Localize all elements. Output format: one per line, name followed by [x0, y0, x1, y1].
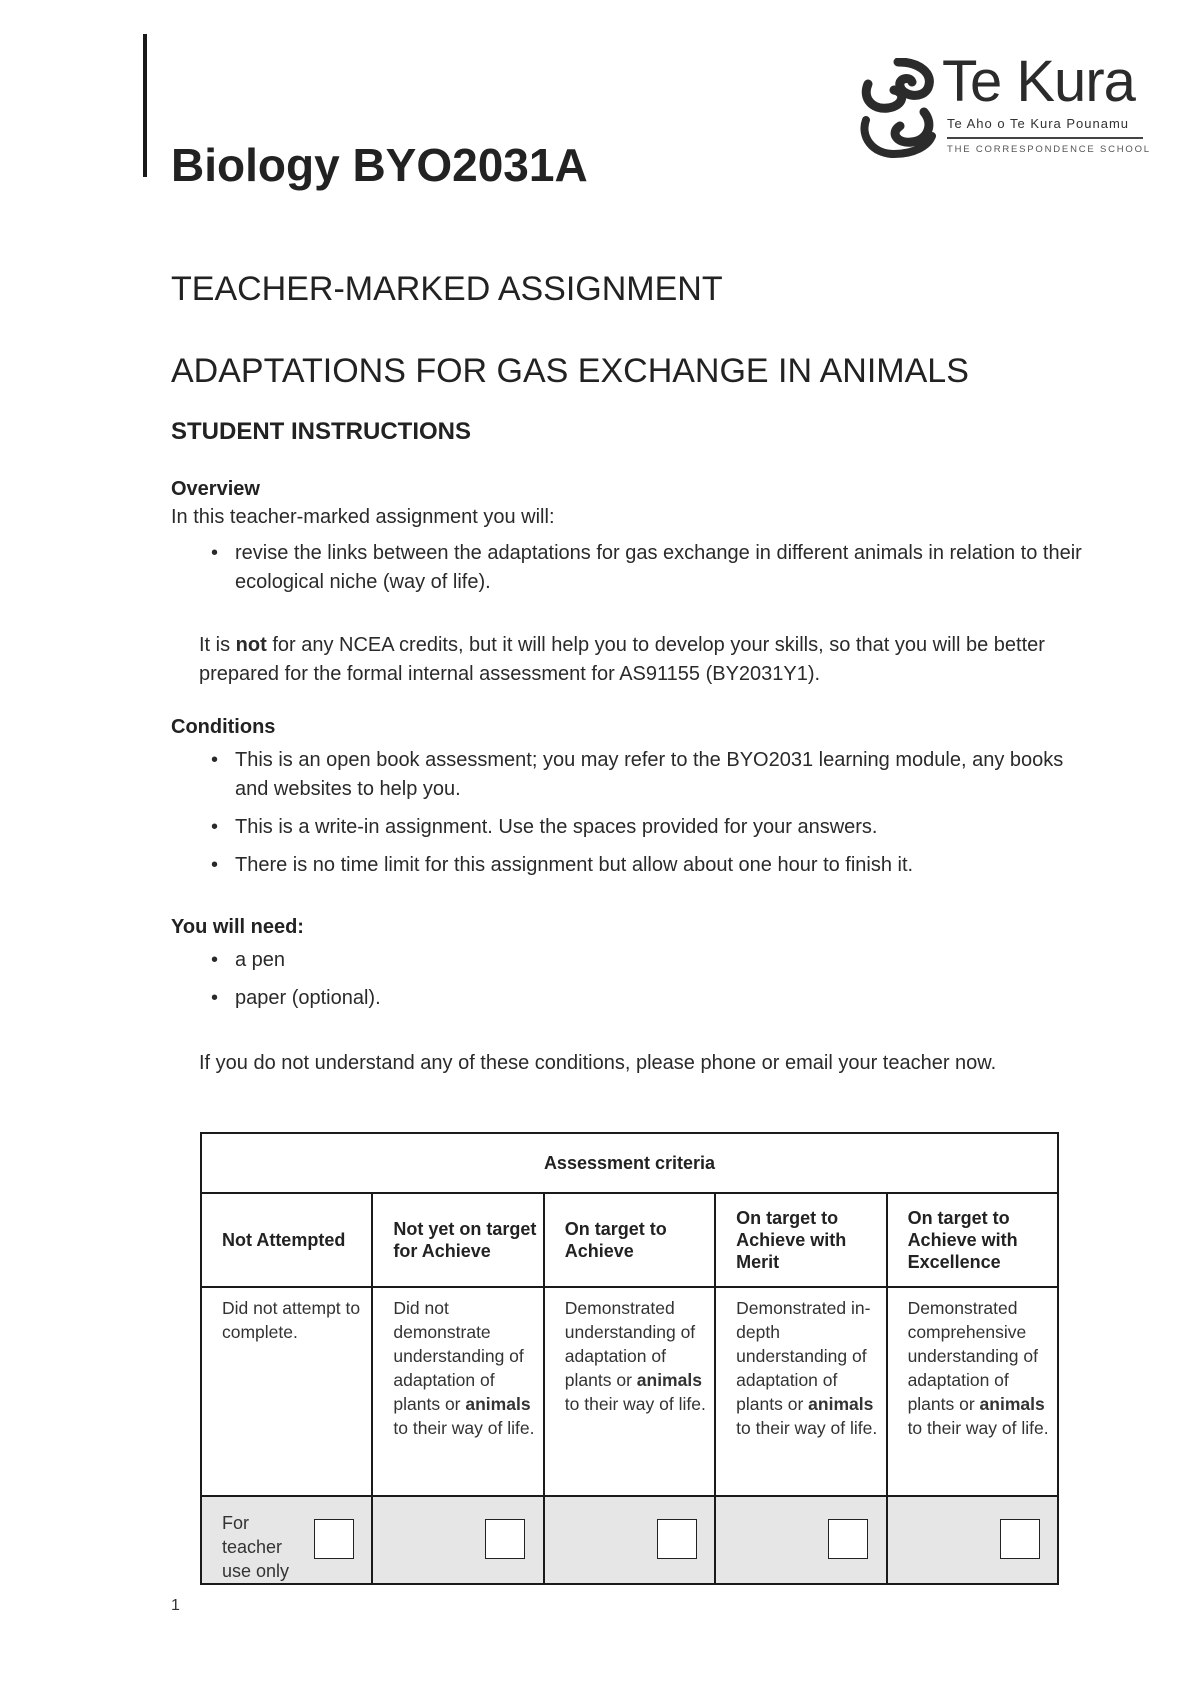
table-caption: Assessment criteria — [201, 1133, 1058, 1193]
criteria-text: to their way of life. — [907, 1418, 1049, 1438]
ncea-note-text: for any NCEA credits, but it will help you to develop your skills, so that you will be better prepared for the formal internal assessment for AS91155 (BY2031Y1). — [199, 634, 1045, 685]
contact-note: If you do not understand any of these conditions, please phone or email your teacher now. — [199, 1052, 997, 1074]
overview-list — [211, 539, 1091, 606]
page-number: 1 — [171, 1597, 180, 1614]
criteria-text: Demonstrated in-depth understanding of adaptation of plants or — [736, 1298, 871, 1414]
needs-list — [211, 946, 1091, 1022]
teacher-use-label: For teacher use only — [222, 1513, 290, 1581]
grade-checkbox[interactable] — [828, 1519, 868, 1559]
column-heading: On target to Achieve — [544, 1193, 715, 1287]
grade-checkbox[interactable] — [1000, 1519, 1040, 1559]
table-caption-row — [201, 1133, 1058, 1193]
criteria-description — [887, 1287, 1058, 1496]
criteria-keyword: animals — [979, 1394, 1045, 1414]
course-title: Biology BYO2031A — [171, 139, 588, 191]
conditions-list — [211, 746, 1091, 889]
koru-logo-icon — [858, 58, 938, 158]
table-header-row — [201, 1193, 1058, 1287]
criteria-description — [715, 1287, 886, 1496]
assignment-heading: TEACHER-MARKED ASSIGNMENT — [171, 270, 723, 308]
criteria-keyword: animals — [636, 1370, 702, 1390]
list-item: • This is a write-in assignment. Use the spaces provided for your answers. — [211, 813, 1091, 842]
assessment-criteria-table — [200, 1132, 1059, 1585]
topic-heading: ADAPTATIONS FOR GAS EXCHANGE IN ANIMALS — [171, 352, 969, 390]
teacher-use-cell — [887, 1496, 1058, 1584]
criteria-text: to their way of life. — [393, 1418, 535, 1438]
criteria-text: to their way of life. — [564, 1394, 706, 1414]
logo-subtitle: Te Aho o Te Kura Pounamu — [947, 116, 1130, 131]
column-heading: On target to Achieve with Excellence — [887, 1193, 1058, 1287]
teacher-use-cell — [544, 1496, 715, 1584]
column-heading: On target to Achieve with Merit — [715, 1193, 886, 1287]
criteria-text: Did not demonstrate understanding of adaptation of plants or — [393, 1298, 524, 1414]
te-kura-logo — [858, 49, 1151, 162]
teacher-use-cell — [715, 1496, 886, 1584]
ncea-note — [199, 631, 1079, 689]
teacher-use-row — [201, 1496, 1058, 1584]
grade-checkbox[interactable] — [485, 1519, 525, 1559]
column-heading: Not Attempted — [201, 1193, 372, 1287]
criteria-description — [372, 1287, 543, 1496]
table-row — [201, 1287, 1058, 1496]
teacher-use-cell — [201, 1496, 372, 1584]
criteria-description — [201, 1287, 372, 1496]
criteria-keyword: animals — [808, 1394, 874, 1414]
logo-tagline: THE CORRESPONDENCE SCHOOL — [947, 144, 1151, 155]
teacher-use-cell — [372, 1496, 543, 1584]
list-item: • There is no time limit for this assignment but allow about one hour to finish it. — [211, 851, 1091, 880]
column-heading: Not yet on target for Achieve — [372, 1193, 543, 1287]
ncea-note-emphasis: not — [235, 634, 267, 656]
list-item: • revise the links between the adaptations for gas exchange in different animals in relation to their ecological niche (way of life). — [211, 539, 1091, 597]
logo-divider — [947, 137, 1143, 139]
margin-rule — [143, 34, 147, 177]
criteria-description — [544, 1287, 715, 1496]
grade-checkbox[interactable] — [657, 1519, 697, 1559]
list-item: • a pen — [211, 946, 1091, 975]
list-item: • This is an open book assessment; you may refer to the BYO2031 learning module, any books and websites to help you. — [211, 746, 1091, 804]
logo-name: Te Kura — [942, 49, 1135, 114]
grade-checkbox[interactable] — [314, 1519, 354, 1559]
overview-intro: In this teacher-marked assignment you will: — [171, 506, 555, 528]
conditions-heading: Conditions — [171, 716, 276, 738]
list-item: • paper (optional). — [211, 984, 1091, 1013]
overview-heading: Overview — [171, 478, 260, 500]
criteria-keyword: animals — [465, 1394, 531, 1414]
ncea-note-text: It is — [199, 634, 236, 656]
criteria-text: to their way of life. — [736, 1418, 878, 1438]
instructions-heading: STUDENT INSTRUCTIONS — [171, 418, 471, 445]
criteria-text: Demonstrated comprehensive understanding of adaptation of plants or — [907, 1298, 1038, 1414]
needs-heading: You will need: — [171, 916, 304, 938]
criteria-text: Demonstrated understanding of adaptation of plants or — [564, 1298, 696, 1390]
criteria-text: Did not attempt to complete. — [222, 1298, 361, 1342]
